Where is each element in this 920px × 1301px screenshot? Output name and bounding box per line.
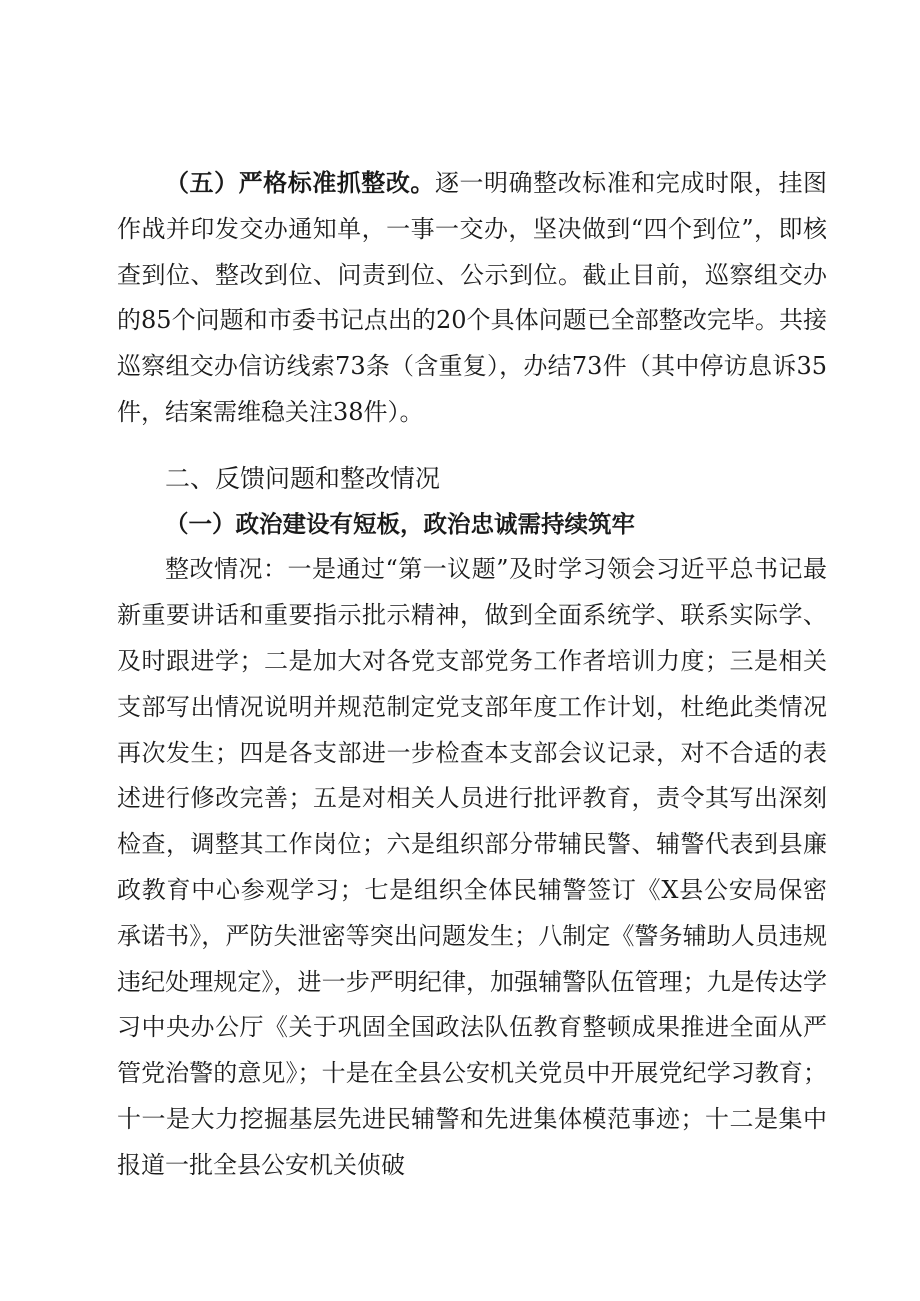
part-2-heading: 二、反馈问题和整改情况 (165, 463, 441, 493)
paragraph-rectification: 整改情况：一是通过“第一议题”及时学习领会习近平总书记最新重要讲话和重要指示批示精神，做到全面系统学、联系实际学、及时跟进学；二是加大对各党支部党务工作者培训力度；三是相关支部写出情况说明并规范制定党支部年度工作计划，杜绝此类情况再次发生；四是各支部进一步检查本支部会议记录，对不合适的表述进行修改完善；五是对相关人员进行批评教育，责令其写出深刻检查，调整其工作岗位；六是组织部分带辅民警、辅警代表到县廉政教育中心参观学习；七是组织全体民辅警签订《X县公安局保密承诺书》，严防失泄密等突出问题发生；八制定《警务辅助人员违规违纪处理规定》，进一步严明纪律，加强辅警队伍管理；九是传达学习中央办公厅《关于巩固全国政法队伍教育整顿成果推进全面从严管党治警的意见》；十是在全县公安机关党员中开展党纪学习教育；十一是大力挖掘基层先进民辅警和先进集体模范事迹；十二是集中报道一批全县公安机关侦破 (117, 555, 827, 1179)
paragraph-section-5 (117, 160, 827, 436)
document-body (117, 160, 827, 1189)
section-5-body: 逐一明确整改标准和完成时限，挂图作战并印发交办通知单，一事一交办，坚决做到“四个到位”，即核查到位、整改到位、问责到位、公示到位。截止目前，巡察组交办的85个问题和市委书记点出的20个具体问题已全部整改完毕。共接巡察组交办信访线索73条（含重复），办结73件（其中停访息诉35件，结案需维稳关注38件）。 (117, 169, 828, 426)
subsection-1-heading: （一）政治建设有短板，政治忠诚需持续筑牢 (165, 509, 635, 538)
section-5-heading: （五）严格标准抓整改。 (165, 168, 435, 197)
